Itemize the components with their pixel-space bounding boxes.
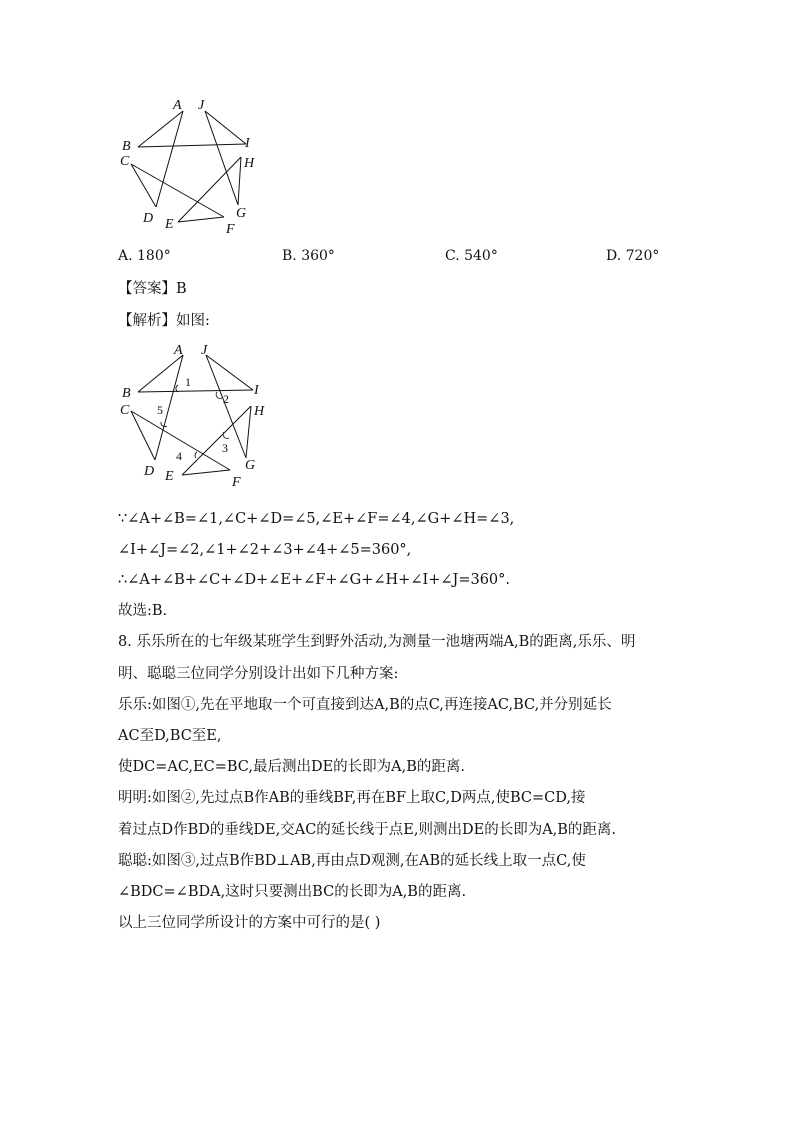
- label-H: H: [244, 156, 255, 171]
- label-F: F: [226, 222, 235, 237]
- q8-line-8: 聪聪:如图③,过点B作BD⊥AB,再由点D观测,在AB的延长线上取一点C,使: [118, 853, 586, 869]
- label-F: F: [232, 475, 241, 490]
- label-I: I: [254, 383, 259, 398]
- angle-5: 5: [157, 403, 163, 417]
- label-G: G: [245, 458, 256, 473]
- option-c: C. 540°: [445, 248, 498, 264]
- q8-line-9: ∠BDC=∠BDA,这时只要测出BC的长即为A,B的距离.: [118, 884, 467, 900]
- label-B: B: [122, 386, 131, 401]
- label-E: E: [165, 469, 174, 484]
- label-A: A: [174, 343, 183, 358]
- label-B: B: [122, 139, 131, 154]
- angle-2: 2: [223, 392, 229, 406]
- label-A: A: [173, 98, 182, 113]
- option-a: A. 180°: [118, 248, 171, 264]
- solution-line-3: ∴∠A+∠B+∠C+∠D+∠E+∠F+∠G+∠H+∠I+∠J=360°.: [118, 572, 511, 588]
- q8-line-4: AC至D,BC至E,: [118, 728, 222, 744]
- label-J: J: [198, 98, 205, 113]
- label-D: D: [143, 211, 154, 226]
- star-figure-2: [110, 340, 280, 490]
- label-C: C: [120, 154, 130, 169]
- option-b: B. 360°: [282, 248, 335, 264]
- q8-line-3: 乐乐:如图①,先在平地取一个可直接到达A,B的点C,再连接AC,BC,并分别延长: [118, 697, 612, 713]
- solution-line-4: 故选:B.: [118, 603, 168, 619]
- star-figure-1: [110, 95, 280, 240]
- label-I: I: [245, 136, 250, 151]
- label-H: H: [254, 404, 265, 419]
- label-E: E: [165, 217, 174, 232]
- solution-line-2: ∠I+∠J=∠2,∠1+∠2+∠3+∠4+∠5=360°,: [118, 542, 412, 558]
- q8-line-10: 以上三位同学所设计的方案中可行的是( ): [118, 915, 381, 931]
- q8-line-5: 使DC=AC,EC=BC,最后测出DE的长即为A,B的距离.: [118, 759, 466, 775]
- option-d: D. 720°: [606, 248, 660, 264]
- solution-line-1: ∵∠A+∠B=∠1,∠C+∠D=∠5,∠E+∠F=∠4,∠G+∠H=∠3,: [118, 511, 515, 527]
- answer-line: 【答案】B: [118, 281, 187, 297]
- label-G: G: [236, 206, 247, 221]
- angle-3: 3: [222, 441, 228, 455]
- label-D: D: [144, 464, 155, 479]
- label-J: J: [201, 343, 208, 358]
- label-C: C: [120, 403, 130, 418]
- analysis-title: 【解析】如图:: [118, 313, 210, 329]
- q8-line-7: 着过点D作BD的垂线DE,交AC的延长线于点E,则测出DE的长即为A,B的距离.: [118, 822, 617, 838]
- q8-line-2: 明、聪聪三位同学分别设计出如下几种方案:: [118, 666, 399, 682]
- q8-line-1: 8. 乐乐所在的七年级某班学生到野外活动,为测量一池塘两端A,B的距离,乐乐、明: [118, 634, 636, 650]
- q8-line-6: 明明:如图②,先过点B作AB的垂线BF,再在BF上取C,D两点,使BC=CD,接: [118, 790, 586, 806]
- angle-4: 4: [176, 449, 182, 463]
- angle-1: 1: [185, 375, 191, 389]
